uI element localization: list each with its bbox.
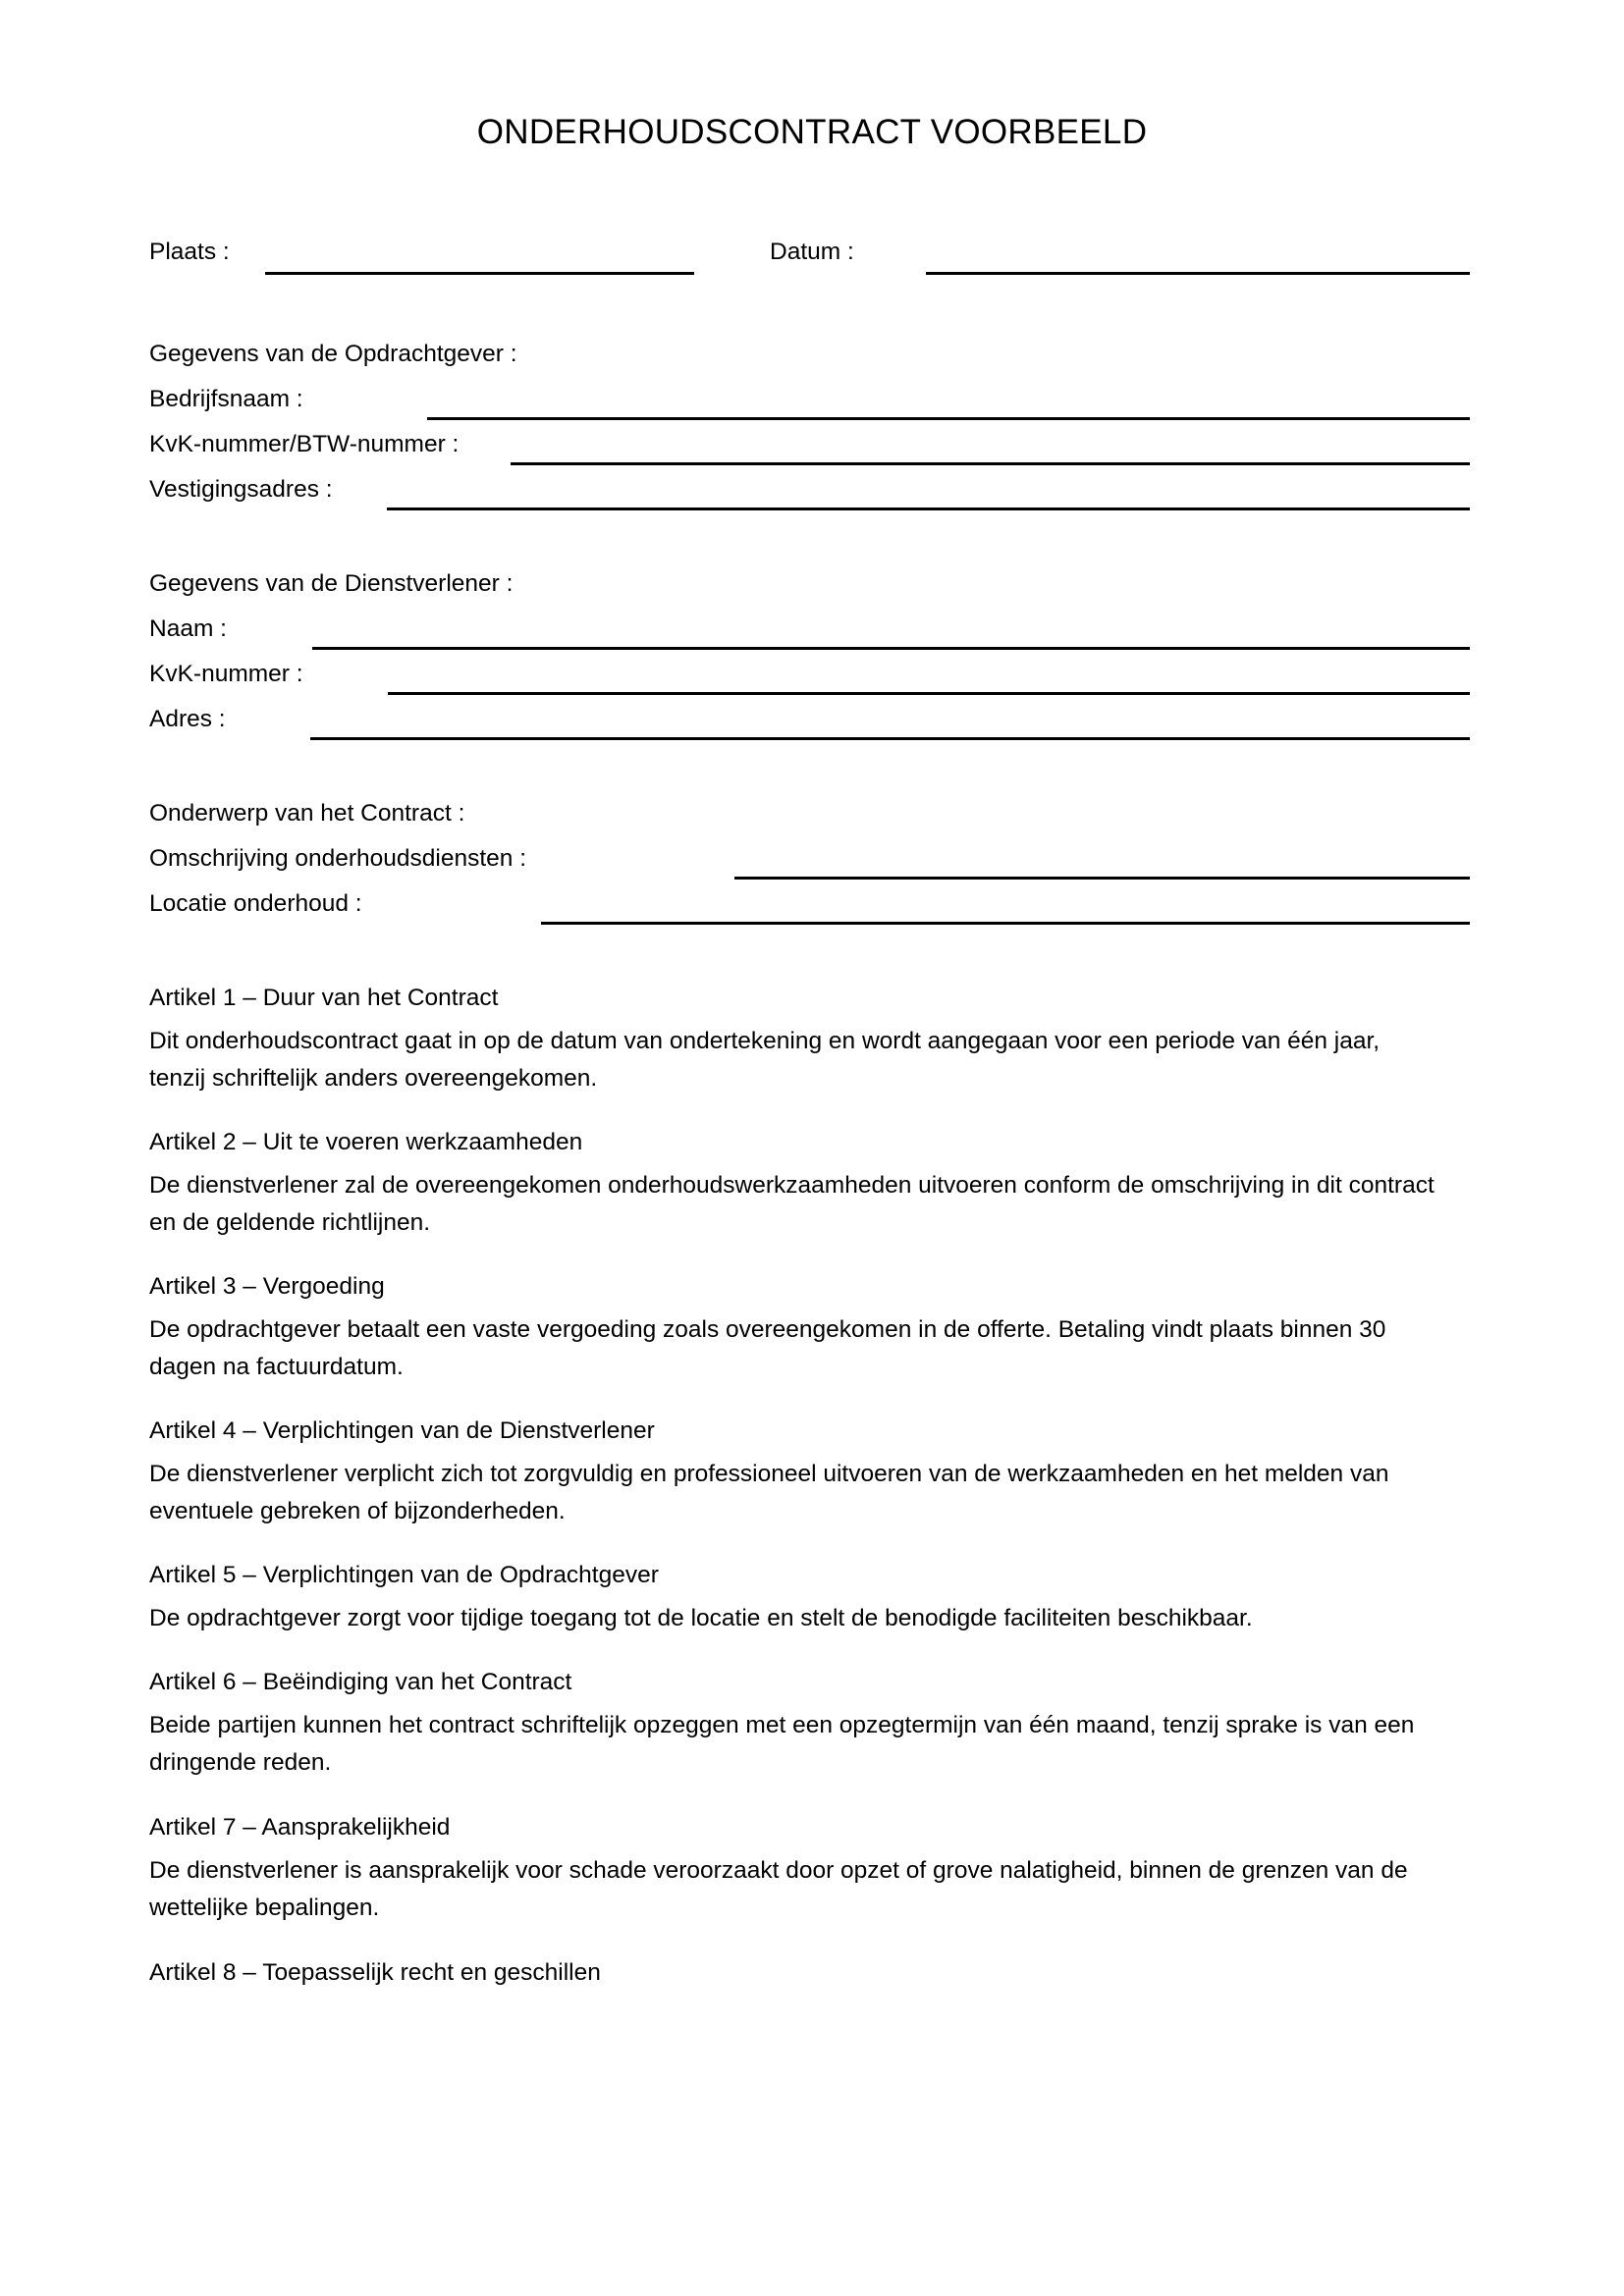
bedrijfsnaam-label: Bedrijfsnaam :: [149, 386, 303, 412]
section-heading-opdrachtgever: Gegevens van de Opdrachtgever :: [149, 341, 517, 367]
article-heading-1: Artikel 1 – Duur van het Contract: [149, 985, 499, 1011]
naam-label: Naam :: [149, 615, 227, 642]
article-body-1: Dit onderhoudscontract gaat in op de datum van ondertekening en wordt aangegaan voor een periode van één jaar, tenzij schriftelijk anders overeengekomen.: [149, 1028, 1380, 1092]
page-title: ONDERHOUDSCONTRACT VOORBEELD: [476, 113, 1148, 151]
adres-input-rule[interactable]: [310, 737, 1470, 740]
article-heading-5: Artikel 5 – Verplichtingen van de Opdrachtgever: [149, 1562, 659, 1588]
omschrijving-onderhoudsdiensten-input-rule[interactable]: [734, 877, 1470, 880]
article-heading-8: Artikel 8 – Toepasselijk recht en geschillen: [149, 1959, 601, 1986]
article-body-5: De opdrachtgever zorgt voor tijdige toegang tot de locatie en stelt de benodigde faciliteiten beschikbaar.: [149, 1605, 1253, 1631]
plaats-label: Plaats :: [149, 239, 230, 265]
kvk-nummer-input-rule[interactable]: [388, 692, 1470, 695]
plaats-input-rule[interactable]: [265, 272, 694, 275]
article-body-7: De dienstverlener is aansprakelijk voor schade veroorzaakt door opzet of grove nalatigheid, binnen de grenzen van de wettelijke bepalingen.: [149, 1857, 1408, 1921]
vestigingsadres-label: Vestigingsadres :: [149, 476, 333, 503]
section-heading-onderwerp: Onderwerp van het Contract :: [149, 800, 465, 827]
article-heading-7: Artikel 7 – Aansprakelijkheid: [149, 1814, 451, 1841]
article-body-6: Beide partijen kunnen het contract schriftelijk opzeggen met een opzegtermijn van één maand, tenzij sprake is van een dringende reden.: [149, 1712, 1415, 1776]
naam-input-rule[interactable]: [312, 647, 1470, 650]
article-body-3: De opdrachtgever betaalt een vaste vergoeding zoals overeengekomen in de offerte. Betaling vindt plaats binnen 30 dagen na factuurdatum.: [149, 1316, 1386, 1380]
kvk-nummer-label: KvK-nummer :: [149, 661, 303, 687]
kvk-btw-nummer-label: KvK-nummer/BTW-nummer :: [149, 431, 460, 457]
kvk-btw-nummer-input-rule[interactable]: [511, 462, 1470, 465]
locatie-onderhoud-input-rule[interactable]: [541, 922, 1470, 925]
article-heading-2: Artikel 2 – Uit te voeren werkzaamheden: [149, 1129, 583, 1155]
article-heading-6: Artikel 6 – Beëindiging van het Contract: [149, 1669, 572, 1695]
article-heading-3: Artikel 3 – Vergoeding: [149, 1273, 385, 1300]
vestigingsadres-input-rule[interactable]: [387, 507, 1470, 510]
datum-input-rule[interactable]: [926, 272, 1470, 275]
datum-label: Datum :: [770, 239, 854, 265]
locatie-onderhoud-label: Locatie onderhoud :: [149, 890, 362, 917]
article-heading-4: Artikel 4 – Verplichtingen van de Dienstverlener: [149, 1417, 655, 1444]
adres-label: Adres :: [149, 706, 226, 732]
bedrijfsnaam-input-rule[interactable]: [427, 417, 1470, 420]
section-heading-dienstverlener: Gegevens van de Dienstverlener :: [149, 570, 514, 597]
article-body-2: De dienstverlener zal de overeengekomen onderhoudswerkzaamheden uitvoeren conform de omschrijving in dit contract en de geldende richtlijnen.: [149, 1172, 1435, 1236]
article-body-4: De dienstverlener verplicht zich tot zorgvuldig en professioneel uitvoeren van de werkzaamheden en het melden van eventuele gebreken of bijzonderheden.: [149, 1461, 1389, 1524]
omschrijving-onderhoudsdiensten-label: Omschrijving onderhoudsdiensten :: [149, 845, 527, 872]
